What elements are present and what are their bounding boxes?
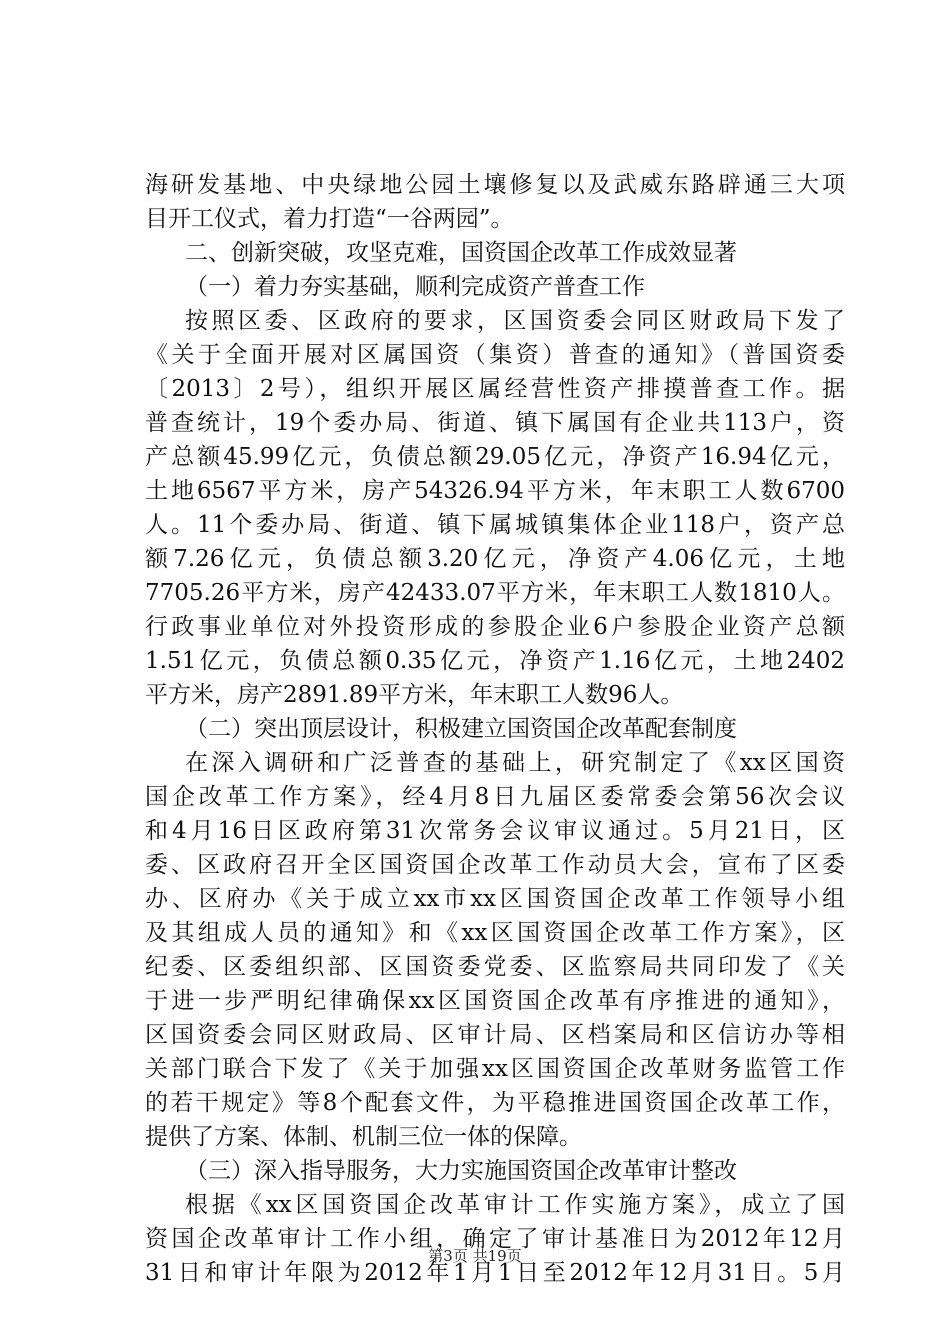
body-line: 7705.26平方米，房产42433.07平方米，年末职工人数1810人。	[145, 580, 845, 606]
body-line: 行政事业单位对外投资形成的参股企业6户参股企业资产总额	[145, 614, 845, 640]
page-number-footer: 第3页 共19页	[428, 1247, 522, 1265]
body-line: 提供了方案、体制、机制三位一体的保障。	[145, 1124, 582, 1150]
section-heading: 二、创新突破，攻坚克难，国资国企改革工作成效显著	[185, 240, 737, 266]
body-line: 平方米，房产2891.89平方米，年末职工人数96人。	[145, 682, 684, 708]
body-line: 及其组成人员的通知》和《xx区国资国企改革工作方案》，区	[145, 920, 845, 946]
body-line: 31日和审计年限为2012年1月1日至2012年12月31日。5月	[145, 1260, 845, 1286]
body-line: 〔2013〕2号），组织开展区属经营性资产排摸普查工作。据	[145, 376, 845, 402]
subsection-heading: （二）突出顶层设计，积极建立国资国企改革配套制度	[185, 716, 737, 742]
body-line: 人。11个委办局、街道、镇下属城镇集体企业118户，资产总	[145, 512, 845, 538]
body-line: 在深入调研和广泛普查的基础上，研究制定了《xx区国资	[185, 750, 845, 776]
body-line: 产总额45.99亿元，负债总额29.05亿元，净资产16.94亿元，	[145, 444, 845, 470]
subsection-heading: （三）深入指导服务，大力实施国资国企改革审计整改	[185, 1158, 737, 1184]
body-line: 办、区府办《关于成立xx市xx区国资国企改革工作领导小组	[145, 886, 845, 912]
body-line: 1.51亿元，负债总额0.35亿元，净资产1.16亿元，土地2402	[145, 648, 845, 674]
body-line: 纪委、区委组织部、区国资委党委、区监察局共同印发了《关	[145, 954, 845, 980]
body-line: 按照区委、区政府的要求，区国资委会同区财政局下发了	[185, 308, 845, 334]
body-line: 土地6567平方米，房产54326.94平方米，年末职工人数6700	[145, 478, 845, 504]
subsection-heading: （一）着力夯实基础，顺利完成资产普查工作	[185, 274, 645, 300]
body-line: 海研发基地、中央绿地公园土壤修复以及武威东路辟通三大项	[145, 172, 845, 198]
body-line: 额7.26亿元，负债总额3.20亿元，净资产4.06亿元，土地	[145, 546, 845, 572]
body-line: 委、区政府召开全区国资国企改革工作动员大会，宣布了区委	[145, 852, 845, 878]
body-line: 目开工仪式，着力打造“一谷两园”。	[145, 206, 514, 232]
body-line: 《关于全面开展对区属国资（集资）普查的通知》（普国资委	[145, 342, 845, 368]
body-line: 的若干规定》等8个配套文件，为平稳推进国资国企改革工作，	[145, 1090, 845, 1116]
body-line: 普查统计，19个委办局、街道、镇下属国有企业共113户，资	[145, 410, 845, 436]
body-line: 于进一步严明纪律确保xx区国资国企改革有序推进的通知》，	[145, 988, 845, 1014]
body-line: 关部门联合下发了《关于加强xx区国资国企改革财务监管工作	[145, 1056, 845, 1082]
body-line: 根据《xx区国资国企改革审计工作实施方案》，成立了国	[185, 1192, 845, 1218]
body-line: 区国资委会同区财政局、区审计局、区档案局和区信访办等相	[145, 1022, 845, 1048]
document-body	[145, 168, 845, 1290]
body-line: 国企改革工作方案》，经4月8日九届区委常委会第56次会议	[145, 784, 845, 810]
body-line: 资国企改革审计工作小组，确定了审计基准日为2012年12月	[145, 1226, 845, 1252]
body-line: 和4月16日区政府第31次常务会议审议通过。5月21日，区	[145, 818, 845, 844]
